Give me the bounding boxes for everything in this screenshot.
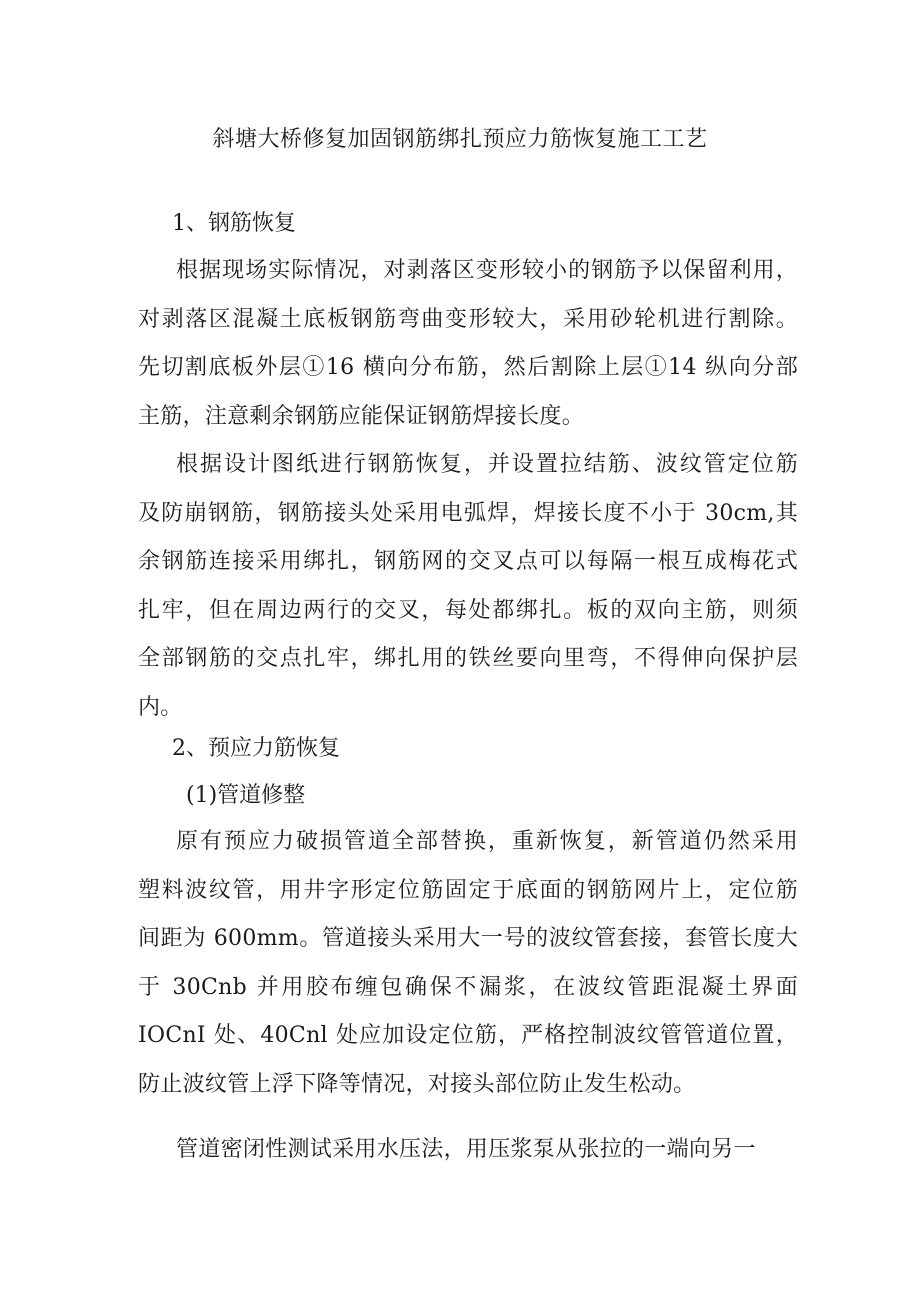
- paragraph-rebar-site-conditions: [138, 247, 798, 441]
- text-line: 于 30Cnb 并用胶布缠包确保不漏浆，在波纹管距混凝土界面: [138, 974, 798, 1000]
- text-line: 余钢筋连接采用绑扎，钢筋网的交叉点可以每隔一根互成梅花式: [138, 549, 798, 575]
- section-heading-rebar-restoration: 1、钢筋恢复: [172, 211, 296, 236]
- paragraph-rebar-design-drawings: [138, 441, 798, 733]
- text-line: 根据设计图纸进行钢筋恢复，并设置拉结筋、波纹管定位筋: [176, 452, 798, 477]
- subsection-heading-duct-repair: (1)管道修整: [186, 783, 306, 808]
- paragraph-duct-replacement: [138, 818, 798, 1110]
- text-line: 内。: [138, 694, 183, 720]
- document-title: 斜塘大桥修复加固钢筋绑扎预应力筋恢复施工工艺: [212, 127, 708, 152]
- text-line: 扎牢，但在周边两行的交叉，每处都绑扎。板的双向主筋，则须: [138, 597, 798, 623]
- text-line: 塑料波纹管，用井字形定位筋固定于底面的钢筋网片上，定位筋: [138, 877, 798, 903]
- text-line: 及防崩钢筋，钢筋接头处采用电弧焊，焊接长度不小于 30cm,其: [138, 500, 798, 526]
- text-line: 主筋，注意剩余钢筋应能保证钢筋焊接长度。: [138, 403, 585, 429]
- text-line: 防止波纹管上浮下降等情况，对接头部位防止发生松动。: [138, 1071, 696, 1097]
- paragraph-duct-sealing-test: [138, 1126, 798, 1175]
- section-heading-prestress-restoration: 2、预应力筋恢复: [172, 736, 340, 761]
- text-line: 全部钢筋的交点扎牢，绑扎用的铁丝要向里弯，不得伸向保护层: [138, 646, 798, 672]
- text-line: 先切割底板外层①16 横向分布筋，然后割除上层①14 纵向分部: [138, 355, 798, 381]
- text-line: 根据现场实际情况，对剥落区变形较小的钢筋予以保留利用，: [176, 258, 798, 283]
- text-line: 对剥落区混凝土底板钢筋弯曲变形较大，采用砂轮机进行割除。: [138, 306, 798, 332]
- text-line: IOCnI 处、40Cnl 处应加设定位筋，严格控制波纹管管道位置，: [138, 1023, 798, 1049]
- text-line: 管道密闭性测试采用水压法，用压浆泵从张拉的一端向另一: [176, 1137, 756, 1162]
- text-line: 原有预应力破损管道全部替换，重新恢复，新管道仍然采用: [176, 829, 798, 854]
- text-line: 间距为 600mm。管道接头采用大一号的波纹管套接，套管长度大: [138, 926, 798, 952]
